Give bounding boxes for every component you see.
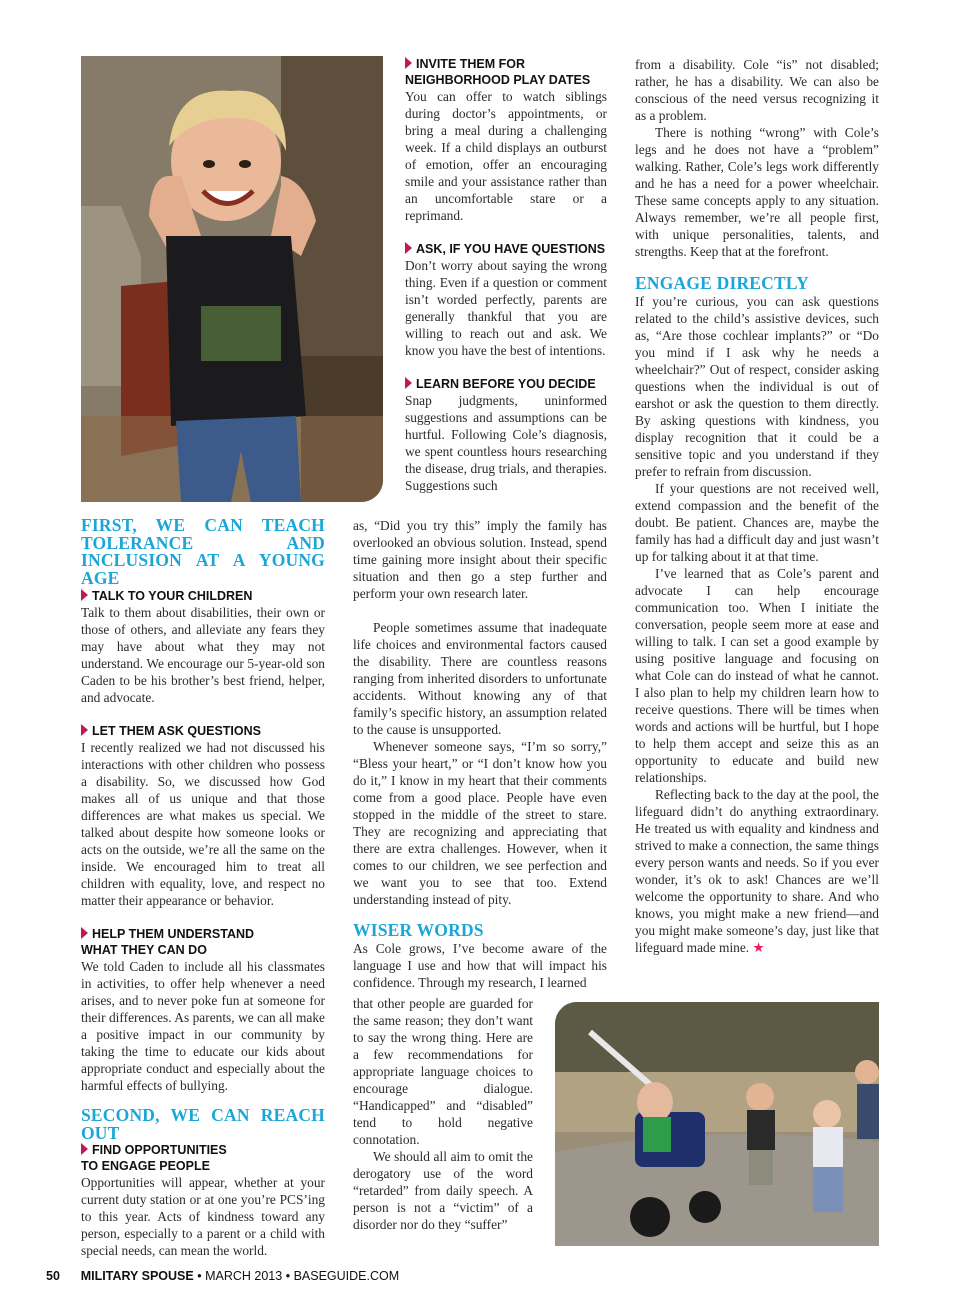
subhead-invite-play-dates: INVITE THEM FOR <box>405 56 607 72</box>
paragraph: We told Caden to include all his classmates in activities, to offer help whenever a need arises, and to never poke fun at someone for their differences. As parents, we can all make a positive impact in our community by taking the time to educate our kids about appropriate conduct and especially about the harmful effects of bullying. <box>81 959 325 1093</box>
subhead-learn-before-decide: LEARN BEFORE YOU DECIDE <box>405 376 607 392</box>
paragraph: I recently realized we had not discussed his interactions with other children who possess a disability. So, we discussed how God makes all of us unique and that those differences are what makes us special. We talked about despite how someone looks or acts on the outside, we’re all the same on the inside. We encouraged him to treat all children with equality, love, and respect no matter their appearance or behavior. <box>81 740 325 908</box>
paragraph: If you’re curious, you can ask questions related to the child’s assistive devices, such as, “Are those cochlear implants?” or “Do you mind if I ask why he needs a wheelchair?” Out of respect, consider asking questions when the individual is out of earshot or ask the question to them directly. By asking questions with kindness, you display recognition that it could be a sensitive topic and you understand if they prefer to refrain from discussion. <box>635 293 879 479</box>
section-title-engage-directly: ENGAGE DIRECTLY <box>635 273 809 293</box>
subhead-help-them-understand: HELP THEM UNDERSTAND <box>81 926 325 942</box>
subhead-invite-play-dates-line2: NEIGHBORHOOD PLAY DATES <box>405 73 591 87</box>
paragraph: Snap judgments, uninformed suggestions and assumptions can be hurtful. Following Cole’s diagnosis, we spent countless hours researching the disease, drug trials, and therapies. Suggestions such <box>405 393 607 493</box>
arrow-icon <box>405 242 412 254</box>
paragraph: as, “Did you try this” imply the family has overlooked an obvious solution. Instead, spend time gaining more insight about their specific situation and then go a step further and perform your own research later. <box>353 518 607 601</box>
arrow-icon <box>405 57 412 69</box>
paragraph: that other people are guarded for the same reason; they don’t want to say the wrong thing. Here are a few recommendations for appropriate language choices to encourage dialogue. “Handicapped” and “disabled” tend to hold negative connotation. <box>353 996 533 1147</box>
issue-date: MARCH 2013 <box>205 1269 283 1283</box>
paragraph: You can offer to watch siblings during doctor’s appointments, or bring a meal during a challenging week. If a child displays an outburst of emotion, offer an encouraging smile and your assistance rather than an uncomfortable stare or a reprimand. <box>405 89 607 223</box>
arrow-icon <box>81 1143 88 1155</box>
paragraph: Whenever someone says, “I’m so sorry,” “Bless your heart,” or “I don’t know how you do it,” I know in my heart that their comments come from a good place. People have even stopped in the middle of the street to stare. They are recognizing and appreciating that there are extra challenges. However, when it comes to our children, we see perfection and we want you to see that too. Extend understanding instead of pity. <box>353 739 607 907</box>
section-title-teach-tolerance: FIRST, WE CAN TEACH TOLERANCE AND INCLUSION AT A YOUNG AGE <box>81 515 325 588</box>
end-star-icon: ★ <box>752 939 765 955</box>
column-1 <box>81 517 325 1259</box>
subhead-talk-to-children: TALK TO YOUR CHILDREN <box>81 588 325 604</box>
footer-separator: • <box>197 1269 202 1283</box>
subhead-find-opportunities: FIND OPPORTUNITIES <box>81 1142 325 1158</box>
photo-wheelchair-children-image <box>555 1002 879 1246</box>
paragraph: If your questions are not received well, extend compassion and the benefit of the doubt. Be patient. Chances are, maybe the family has had a difficult day and just wasn’t up for talking about it at that time. <box>635 480 879 564</box>
arrow-icon <box>405 377 412 389</box>
column-2-upper <box>405 56 607 494</box>
subhead-find-opportunities-line2: TO ENGAGE PEOPLE <box>81 1159 210 1173</box>
page-number: 50 <box>46 1269 60 1283</box>
paragraph: As Cole grows, I’ve become aware of the language I use and how that will impact his confidence. Through my research, I learned <box>353 940 607 990</box>
arrow-icon <box>81 927 88 939</box>
arrow-icon <box>81 724 88 736</box>
photo-boy-flexing-image <box>81 56 383 502</box>
paragraph: There is nothing “wrong” with Cole’s legs and he does not have a “problem” walking. Rather, Cole’s legs work differently and he has a need for a power wheelchair. These same concepts apply to any situation. Always remember, we’re all people first, with unique personalities, talents, and strengths. Keep that at the forefront. <box>635 125 879 259</box>
page-footer <box>46 1269 399 1283</box>
footer-separator: • <box>285 1269 291 1283</box>
website: BASEGUIDE.COM <box>293 1269 400 1283</box>
column-2-bottom <box>353 995 533 1233</box>
paragraph: Reflecting back to the day at the pool, the lifeguard didn’t do anything extraordinary. He treated us with equality and kindness and strived to make a connection, the same things every person wants and needs. So if you ever wonder, it’s ok to ask! Chances are we’ll welcome the opportunity to share. And who knows, you might make a new friend—and you might make someone’s day, just like that lifeguard made mine. ★ <box>635 786 879 955</box>
subhead-ask-if-questions: ASK, IF YOU HAVE QUESTIONS <box>405 241 607 257</box>
paragraph: We should all aim to omit the derogatory use of the word “retarded” from daily speech. A person is not a “victim” of a disorder nor do they “suffer” <box>353 1149 533 1232</box>
paragraph: I’ve learned that as Cole’s parent and advocate I can help encourage communication too. When I initiate the conversation, people seem more at ease and willing to talk. I can set a good example by using positive language and focusing on what Cole can do instead of what he cannot. I also plan to help my children learn how to receive questions. There will be times when words and actions will be hurtful, but I hope to help them accept and seize this as an opportunity to educate and build new relationships. <box>635 565 879 785</box>
arrow-icon <box>81 589 88 601</box>
subhead-help-them-understand-line2: WHAT THEY CAN DO <box>81 943 207 957</box>
photo-wheelchair-children <box>555 1002 879 1246</box>
subhead-let-them-ask: LET THEM ASK QUESTIONS <box>81 723 325 739</box>
column-2-lower <box>353 517 607 991</box>
publication-name: MILITARY SPOUSE <box>80 1269 194 1283</box>
paragraph: People sometimes assume that inadequate life choices and environmental factors caused the disability. There are countless reasons ranging from inherited disorders to unfortunate accidents. Without knowing any of that family’s specific history, an assumption related to the cause is unsupported. <box>353 620 607 737</box>
section-title-wiser-words: WISER WORDS <box>353 920 484 940</box>
paragraph: Don’t worry about saying the wrong thing. Even if a question or comment isn’t worded perfectly, parents are generally thankful that you are willing to reach out and ask. We know you have the best of intentions. <box>405 258 607 358</box>
column-3 <box>635 56 879 956</box>
paragraph: Opportunities will appear, whether at your current duty station or at one you’re PCS’ing to this year. Acts of kindness toward any person, especially to a parent or a child with special needs, can mean the world. <box>81 1175 325 1258</box>
paragraph: from a disability. Cole “is” not disabled; rather, he has a disability. We can also be conscious of the need versus recognizing it as a problem. <box>635 57 879 123</box>
section-title-reach-out: SECOND, WE CAN REACH OUT <box>81 1105 325 1143</box>
paragraph: Talk to them about disabilities, their own or those of others, and alleviate any fears they may have about what they may not understand. We encourage our 5-year-old son Caden to be his brother’s best friend, helper, and advocate. <box>81 605 325 705</box>
photo-boy-flexing <box>81 56 383 502</box>
